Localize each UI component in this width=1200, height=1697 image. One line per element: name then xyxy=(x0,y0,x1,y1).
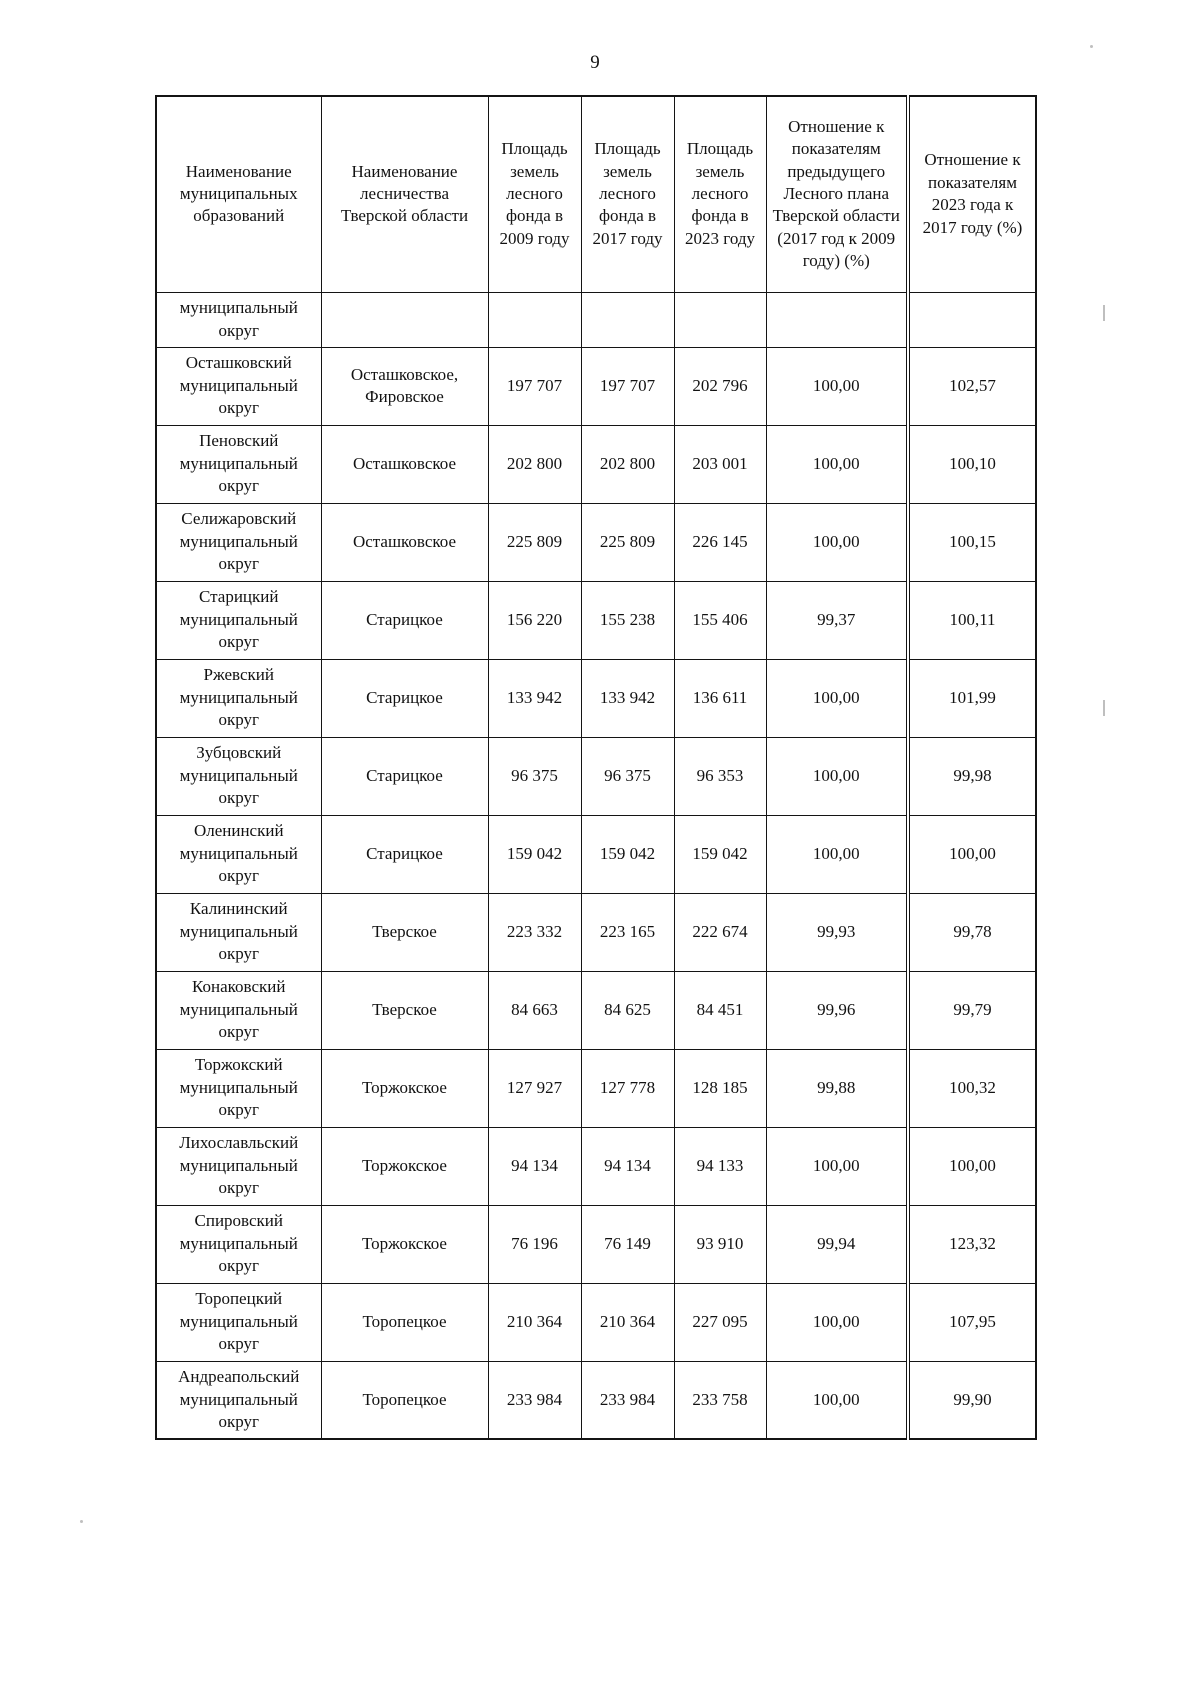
ratio-2017-2009-cell: 99,37 xyxy=(766,581,908,659)
area-2017-cell: 223 165 xyxy=(581,893,674,971)
area-2009-cell: 76 196 xyxy=(488,1205,581,1283)
area-2017-cell: 233 984 xyxy=(581,1361,674,1439)
header-ratio-2017-2009: Отношение к показателям предыдущего Лесного плана Тверской области (2017 год к 2009 году) (%) xyxy=(766,96,908,292)
area-2009-cell: 233 984 xyxy=(488,1361,581,1439)
area-2017-cell: 127 778 xyxy=(581,1049,674,1127)
municipality-cell: Торжокский муниципальный округ xyxy=(156,1049,321,1127)
municipality-cell: Осташковский муниципальный округ xyxy=(156,347,321,425)
municipality-cell: Андреапольский муниципальный округ xyxy=(156,1361,321,1439)
forestry-cell: Тверское xyxy=(321,893,488,971)
table-row xyxy=(156,1361,1036,1439)
municipality-cell: Лихославльский муниципальный округ xyxy=(156,1127,321,1205)
area-2017-cell: 94 134 xyxy=(581,1127,674,1205)
forestry-cell: Тверское xyxy=(321,971,488,1049)
area-2017-cell: 225 809 xyxy=(581,503,674,581)
area-2017-cell: 76 149 xyxy=(581,1205,674,1283)
area-2009-cell: 96 375 xyxy=(488,737,581,815)
table-row xyxy=(156,815,1036,893)
area-2023-cell: 96 353 xyxy=(674,737,766,815)
municipality-cell: Торопецкий муниципальный округ xyxy=(156,1283,321,1361)
area-2009-cell: 133 942 xyxy=(488,659,581,737)
ratio-2017-2009-cell: 99,94 xyxy=(766,1205,908,1283)
area-2023-cell: 128 185 xyxy=(674,1049,766,1127)
area-2009-cell: 94 134 xyxy=(488,1127,581,1205)
ratio-2023-2017-cell: 102,57 xyxy=(908,347,1036,425)
forestry-cell: Старицкое xyxy=(321,581,488,659)
table-row xyxy=(156,1127,1036,1205)
table-row xyxy=(156,581,1036,659)
area-2017-cell: 159 042 xyxy=(581,815,674,893)
ratio-2023-2017-cell: 123,32 xyxy=(908,1205,1036,1283)
area-2023-cell: 84 451 xyxy=(674,971,766,1049)
forest-fund-table xyxy=(155,95,1037,1440)
forestry-cell: Торопецкое xyxy=(321,1283,488,1361)
area-2009-cell: 84 663 xyxy=(488,971,581,1049)
ratio-2017-2009-cell: 99,93 xyxy=(766,893,908,971)
area-2023-cell xyxy=(674,292,766,347)
area-2023-cell: 203 001 xyxy=(674,425,766,503)
area-2009-cell: 197 707 xyxy=(488,347,581,425)
area-2023-cell: 222 674 xyxy=(674,893,766,971)
ratio-2023-2017-cell: 99,98 xyxy=(908,737,1036,815)
header-area-2023: Площадь земель лесного фонда в 2023 году xyxy=(674,96,766,292)
ratio-2017-2009-cell: 100,00 xyxy=(766,1361,908,1439)
table-row xyxy=(156,971,1036,1049)
area-2023-cell: 94 133 xyxy=(674,1127,766,1205)
area-2023-cell: 159 042 xyxy=(674,815,766,893)
municipality-cell: Спировский муниципальный округ xyxy=(156,1205,321,1283)
table-row xyxy=(156,1205,1036,1283)
table-row xyxy=(156,659,1036,737)
ratio-2017-2009-cell: 100,00 xyxy=(766,425,908,503)
ratio-2023-2017-cell xyxy=(908,292,1036,347)
area-2023-cell: 93 910 xyxy=(674,1205,766,1283)
area-2023-cell: 226 145 xyxy=(674,503,766,581)
page-number: 9 xyxy=(590,52,600,73)
scan-artifact xyxy=(1090,45,1093,48)
area-2017-cell: 96 375 xyxy=(581,737,674,815)
area-2009-cell: 202 800 xyxy=(488,425,581,503)
table-row xyxy=(156,503,1036,581)
area-2017-cell: 155 238 xyxy=(581,581,674,659)
area-2009-cell xyxy=(488,292,581,347)
forestry-cell: Торжокское xyxy=(321,1127,488,1205)
municipality-cell: Конаковский муниципальный округ xyxy=(156,971,321,1049)
ratio-2023-2017-cell: 99,90 xyxy=(908,1361,1036,1439)
municipality-cell: Селижаровский муниципальный округ xyxy=(156,503,321,581)
ratio-2023-2017-cell: 100,00 xyxy=(908,1127,1036,1205)
table-row xyxy=(156,1283,1036,1361)
area-2009-cell: 210 364 xyxy=(488,1283,581,1361)
scan-artifact xyxy=(1103,700,1105,716)
forestry-cell: Старицкое xyxy=(321,737,488,815)
header-ratio-2023-2017: Отношение к показателям 2023 года к 2017 году (%) xyxy=(908,96,1036,292)
ratio-2023-2017-cell: 101,99 xyxy=(908,659,1036,737)
area-2023-cell: 136 611 xyxy=(674,659,766,737)
forestry-cell: Осташковское xyxy=(321,425,488,503)
ratio-2023-2017-cell: 100,10 xyxy=(908,425,1036,503)
area-2009-cell: 156 220 xyxy=(488,581,581,659)
area-2017-cell: 197 707 xyxy=(581,347,674,425)
ratio-2023-2017-cell: 100,15 xyxy=(908,503,1036,581)
ratio-2017-2009-cell xyxy=(766,292,908,347)
area-2023-cell: 227 095 xyxy=(674,1283,766,1361)
area-2009-cell: 223 332 xyxy=(488,893,581,971)
scan-artifact xyxy=(1103,305,1105,321)
scan-artifact xyxy=(80,1520,83,1523)
forestry-cell: Старицкое xyxy=(321,659,488,737)
area-2009-cell: 159 042 xyxy=(488,815,581,893)
ratio-2023-2017-cell: 107,95 xyxy=(908,1283,1036,1361)
municipality-cell: Зубцовский муниципальный округ xyxy=(156,737,321,815)
area-2017-cell xyxy=(581,292,674,347)
ratio-2017-2009-cell: 99,96 xyxy=(766,971,908,1049)
ratio-2017-2009-cell: 100,00 xyxy=(766,503,908,581)
table-header xyxy=(156,96,1036,292)
forestry-cell: Торжокское xyxy=(321,1205,488,1283)
ratio-2017-2009-cell: 100,00 xyxy=(766,1127,908,1205)
municipality-cell: Ржевский муниципальный округ xyxy=(156,659,321,737)
municipality-cell: Калининский муниципальный округ xyxy=(156,893,321,971)
area-2023-cell: 155 406 xyxy=(674,581,766,659)
table-row xyxy=(156,292,1036,347)
ratio-2023-2017-cell: 99,79 xyxy=(908,971,1036,1049)
forestry-cell xyxy=(321,292,488,347)
header-municipality: Наименование муниципальных образований xyxy=(156,96,321,292)
municipality-cell: муниципальный округ xyxy=(156,292,321,347)
ratio-2023-2017-cell: 100,32 xyxy=(908,1049,1036,1127)
ratio-2017-2009-cell: 100,00 xyxy=(766,659,908,737)
forestry-cell: Осташковское xyxy=(321,503,488,581)
table-body xyxy=(156,292,1036,1439)
forestry-cell: Осташковское, Фировское xyxy=(321,347,488,425)
ratio-2017-2009-cell: 100,00 xyxy=(766,737,908,815)
forestry-cell: Старицкое xyxy=(321,815,488,893)
ratio-2017-2009-cell: 100,00 xyxy=(766,1283,908,1361)
area-2009-cell: 225 809 xyxy=(488,503,581,581)
table-row xyxy=(156,347,1036,425)
municipality-cell: Пеновский муниципальный округ xyxy=(156,425,321,503)
ratio-2017-2009-cell: 100,00 xyxy=(766,347,908,425)
ratio-2023-2017-cell: 99,78 xyxy=(908,893,1036,971)
ratio-2017-2009-cell: 100,00 xyxy=(766,815,908,893)
municipality-cell: Старицкий муниципальный округ xyxy=(156,581,321,659)
area-2023-cell: 233 758 xyxy=(674,1361,766,1439)
table-header-row xyxy=(156,96,1036,292)
municipality-cell: Оленинский муниципальный округ xyxy=(156,815,321,893)
table-row xyxy=(156,737,1036,815)
header-forestry: Наименование лесничества Тверской области xyxy=(321,96,488,292)
table-row xyxy=(156,1049,1036,1127)
table-row xyxy=(156,425,1036,503)
area-2009-cell: 127 927 xyxy=(488,1049,581,1127)
area-2017-cell: 133 942 xyxy=(581,659,674,737)
ratio-2023-2017-cell: 100,11 xyxy=(908,581,1036,659)
area-2017-cell: 84 625 xyxy=(581,971,674,1049)
ratio-2023-2017-cell: 100,00 xyxy=(908,815,1036,893)
ratio-2017-2009-cell: 99,88 xyxy=(766,1049,908,1127)
table-row xyxy=(156,893,1036,971)
area-2017-cell: 210 364 xyxy=(581,1283,674,1361)
area-2023-cell: 202 796 xyxy=(674,347,766,425)
header-area-2017: Площадь земель лесного фонда в 2017 году xyxy=(581,96,674,292)
forestry-cell: Торжокское xyxy=(321,1049,488,1127)
forestry-cell: Торопецкое xyxy=(321,1361,488,1439)
area-2017-cell: 202 800 xyxy=(581,425,674,503)
header-area-2009: Площадь земель лесного фонда в 2009 году xyxy=(488,96,581,292)
